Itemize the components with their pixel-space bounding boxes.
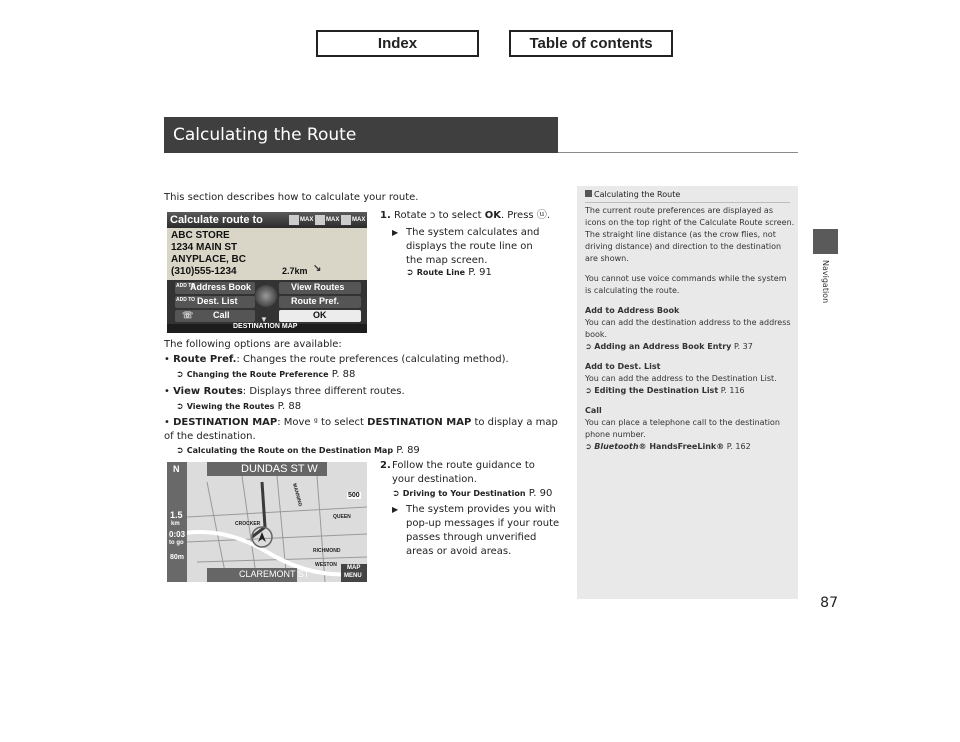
map-scale: 80m	[170, 554, 185, 561]
road-label: MANNING	[290, 482, 303, 508]
step-2	[380, 459, 560, 487]
step-text: to select	[438, 210, 482, 221]
step-2-reference[interactable]	[392, 487, 552, 501]
step-number: 2.	[380, 460, 391, 471]
road-label: WESTON	[315, 562, 337, 568]
distance-readout: 2.7km	[282, 266, 308, 276]
view-routes-label: View Routes	[291, 282, 345, 292]
option-desc: : Displays three different routes.	[242, 386, 405, 397]
call-label: Call	[213, 310, 230, 320]
step-2-result	[392, 503, 562, 559]
options-intro: The following options are available:	[164, 339, 342, 350]
reference-arrow-icon: ➲	[585, 442, 592, 451]
page-title-text: Calculating the Route	[173, 125, 357, 145]
sidebar-reference[interactable]	[585, 385, 795, 397]
route-pref-icon	[315, 215, 325, 225]
title-rule	[558, 152, 798, 153]
reference-arrow-icon: ➲	[176, 402, 184, 412]
step-text: .	[546, 210, 551, 221]
intro-text: This section describes how to calculate your route.	[164, 192, 419, 203]
reference-arrow-icon: ➲	[176, 370, 184, 380]
time-label: to go	[169, 540, 184, 546]
bullet: •	[164, 417, 170, 428]
reference-arrow-icon: ➲	[585, 342, 592, 351]
time-to-go: 0:03	[169, 530, 186, 539]
table-of-contents-button[interactable]: Table of contents	[509, 30, 673, 57]
scale-marker: 500	[348, 492, 360, 499]
rotate-dial-icon: ↄ	[429, 210, 436, 221]
reference-link[interactable]: Changing the Route Preference	[186, 370, 329, 379]
result-arrow-icon: ▶	[392, 505, 399, 514]
step-2-text: Follow the route guidance to your destination.	[392, 460, 535, 485]
reference-page: P. 89	[396, 445, 420, 456]
option-desc: : Move	[277, 417, 311, 428]
address-book-label: Address Book	[190, 282, 252, 292]
option-route-pref	[164, 353, 509, 367]
reference-link[interactable]: Editing the Destination List	[594, 386, 719, 395]
sidebar-subheading: Add to Address Book	[585, 306, 680, 315]
move-down-icon: ᵍ	[313, 417, 318, 428]
section-label: Navigation	[821, 260, 830, 304]
reference-link[interactable]: Calculating the Route on the Destination Map	[186, 446, 394, 455]
section-tab-marker	[813, 229, 838, 254]
page-number: 87	[820, 595, 838, 611]
sidebar-paragraph: You can place a telephone call to the destination phone number.	[585, 418, 780, 439]
sidebar-subheading: Add to Dest. List	[585, 362, 661, 371]
sidebar-paragraph: You cannot use voice commands while the system is calculating the route.	[585, 274, 787, 295]
sidebar-heading-text: Calculating the Route	[594, 190, 681, 199]
step-text: Rotate	[393, 210, 427, 221]
next-street: CLAREMONT ST	[239, 569, 310, 579]
step-1-result-text: The system calculates and displays the route line on the map screen.	[406, 227, 540, 266]
reference-page: P. 37	[733, 342, 753, 351]
option-name: DESTINATION MAP	[367, 417, 472, 428]
route-pref-label: Route Pref.	[291, 296, 340, 306]
sidebar-paragraph: You can add the address to the Destination List.	[585, 374, 777, 383]
route-guidance-map	[167, 462, 367, 582]
step-1-result	[392, 226, 552, 268]
reference-arrow-icon: ➲	[406, 268, 414, 278]
result-arrow-icon: ▶	[392, 228, 399, 237]
reference-page: P. 88	[331, 369, 356, 380]
address-line-1: ABC STORE	[171, 230, 230, 241]
ok-label: OK	[313, 310, 327, 320]
option-desc: to display a map of the destination.	[164, 417, 558, 442]
option-desc: to select	[321, 417, 364, 428]
reference-arrow-icon: ➲	[585, 386, 592, 395]
direction-arrow-icon: ↘	[313, 263, 322, 274]
reference-arrow-icon: ➲	[392, 489, 400, 499]
reference-link[interactable]: Bluetooth	[594, 442, 639, 451]
sidebar-notes	[577, 186, 798, 599]
option-view-routes	[164, 385, 405, 399]
road-label: RICHMOND	[313, 548, 341, 554]
sidebar-paragraph: You can add the destination address to the address book.	[585, 318, 791, 339]
distance-to-turn: 1.5	[170, 510, 183, 520]
option-name: View Routes	[173, 386, 243, 397]
current-street: DUNDAS ST W	[241, 463, 318, 475]
route-pref-icon	[289, 215, 299, 225]
option-view-routes-reference[interactable]	[176, 400, 301, 414]
sidebar-reference[interactable]	[585, 341, 795, 353]
step-1-reference[interactable]	[406, 266, 492, 280]
reference-link[interactable]: ® HandsFreeLink®	[638, 442, 725, 451]
bullet: •	[164, 386, 170, 397]
sidebar-reference[interactable]	[585, 441, 795, 453]
option-name: Route Pref.	[173, 354, 237, 365]
road-label: CROCKER	[235, 521, 261, 527]
map-background	[167, 462, 367, 582]
note-icon	[585, 190, 592, 197]
distance-unit: km	[171, 521, 180, 527]
reference-link[interactable]: Viewing the Routes	[186, 402, 275, 411]
reference-page: P. 88	[277, 401, 302, 412]
map-menu-label: MENU	[344, 573, 362, 579]
step-number: 1.	[380, 210, 391, 221]
interface-dial-icon	[255, 285, 277, 307]
option-route-pref-reference[interactable]	[176, 368, 355, 382]
phone-icon: ☏	[182, 310, 194, 320]
step-2-result-text: The system provides you with pop-up messages if your route passes through unverified areas or avoid areas.	[406, 504, 560, 557]
reference-link[interactable]: Adding an Address Book Entry	[594, 342, 732, 351]
map-menu-label: MAP	[347, 565, 361, 571]
address-line-2: 1234 MAIN ST	[171, 242, 238, 253]
option-destination-map-reference[interactable]	[176, 444, 420, 458]
route-pref-icon	[341, 215, 351, 225]
index-button[interactable]: Index	[316, 30, 479, 57]
add-to-label: ADD TO	[176, 283, 196, 289]
map-drawing	[167, 462, 367, 582]
step-1	[380, 209, 550, 223]
reference-arrow-icon: ➲	[176, 446, 184, 456]
step-text: . Press	[500, 210, 534, 221]
sidebar-heading	[585, 190, 790, 203]
reference-page: P. 91	[468, 267, 492, 278]
pref-max-1: MAX	[300, 217, 314, 223]
calculate-route-screen	[167, 212, 367, 333]
address-line-3: ANYPLACE, BC	[171, 254, 247, 265]
reference-link[interactable]: Route Line	[416, 268, 466, 277]
pref-max-2: MAX	[326, 217, 340, 223]
pref-max-3: MAX	[352, 217, 366, 223]
sidebar-subheading: Call	[585, 406, 602, 415]
address-line-4: (310)555-1234	[171, 266, 237, 277]
compass-icon[interactable]: N	[173, 464, 180, 474]
option-destination-map	[164, 416, 564, 444]
option-name: DESTINATION MAP	[173, 417, 278, 428]
reference-page: P. 116	[720, 386, 745, 395]
road-label: QUEEN	[333, 514, 351, 520]
destination-map-label[interactable]: DESTINATION MAP	[233, 323, 298, 330]
dest-list-label: Dest. List	[197, 296, 238, 306]
ok-term: OK	[484, 210, 501, 221]
screen-header: Calculate route to	[170, 214, 263, 226]
option-desc: : Changes the route preferences (calculating method).	[236, 354, 509, 365]
add-to-label: ADD TO	[176, 297, 196, 303]
reference-page: P. 162	[726, 442, 751, 451]
press-dial-icon: ⓤ	[536, 210, 547, 221]
page-title	[164, 117, 558, 153]
reference-page: P. 90	[528, 488, 553, 499]
bullet: •	[164, 354, 170, 365]
down-arrow-icon: ▼	[260, 315, 268, 324]
sidebar-paragraph: The current route preferences are displayed as icons on the top right of the Calculate Route screen. The straight line distance (as the crow flies, not driving distance) and direction to the destination are shown.	[585, 206, 795, 263]
reference-link[interactable]: Driving to Your Destination	[402, 489, 526, 498]
